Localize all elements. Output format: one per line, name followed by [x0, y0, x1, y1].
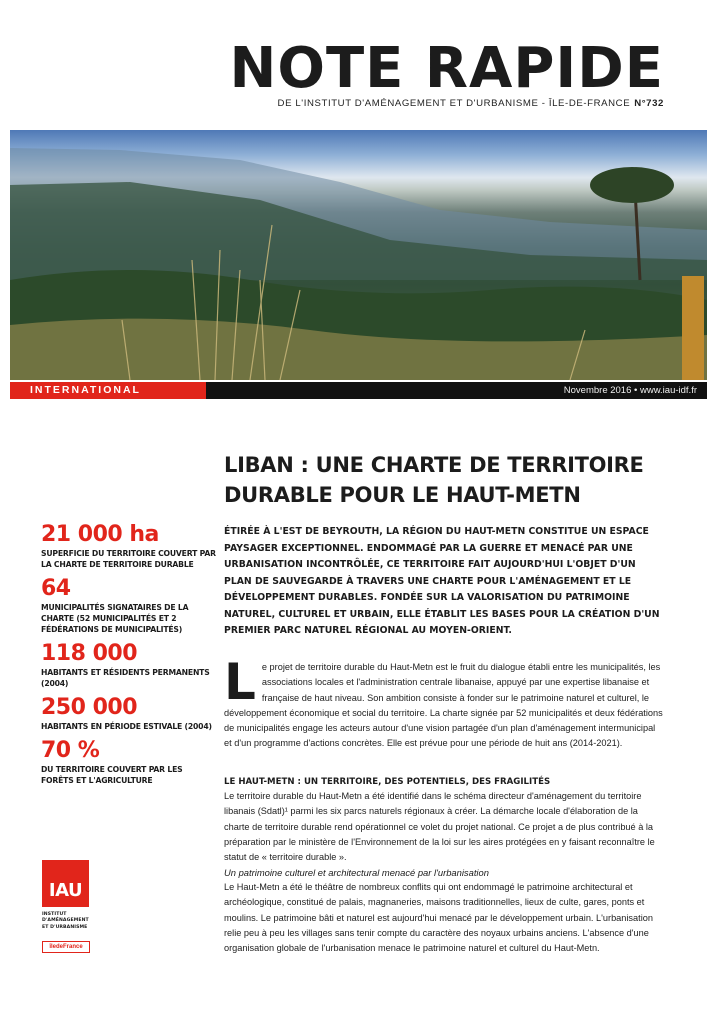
hero-photo — [10, 130, 707, 380]
section-label: INTERNATIONAL — [10, 382, 206, 399]
stat-caption: SUPERFICIE DU TERRITOIRE COUVERT PAR LA CHARTE DE TERRITOIRE DURABLE — [41, 549, 216, 569]
article-intro — [224, 653, 665, 752]
stat-surface — [41, 522, 216, 570]
stat-caption: DU TERRITOIRE COUVERT PAR LES FORÊTS ET L'AGRICULTURE — [41, 765, 183, 785]
stat-caption: HABITANTS ET RÉSIDENTS PERMANENTS (2004) — [41, 668, 210, 688]
date-and-site: Novembre 2016 • www.iau-idf.fr — [563, 385, 697, 396]
article-lead: ÉTIRÉE À L'EST DE BEYROUTH, LA RÉGION DU HAUT-METN CONSTITUE UN ESPACE PAYSAGER EXCEPTIONNEL. ENDOMMAGÉ PAR LA GUERRE ET MENACÉ PAR UNE URBANISATION INCONTRÔLÉE, CE TERRITOIRE FAIT AUJOURD'HUI L'OBJET D'UN PLAN DE SAUVEGARDE À TRAVERS UNE CHARTE POUR L'AMÉNAGEMENT ET LE DÉVELOPPEMENT DURABLES. FONDÉE SUR LA VALORISATION DU PATRIMOINE NATUREL, CULTUREL ET URBAIN, ELLE ÉTABLIT LES BASES POUR LA CRÉATION D'UN PREMIER PARC NATUREL RÉGIONAL AU MOYEN-ORIENT. — [224, 526, 660, 636]
key-figures — [41, 522, 216, 792]
stat-forest-coverage — [41, 738, 216, 786]
stat-caption: HABITANTS EN PÉRIODE ESTIVALE (2004) — [41, 722, 212, 731]
logo-line: ET D'URBANISME — [42, 924, 88, 930]
section-band — [10, 382, 707, 399]
article-headline: LIBAN : UNE CHARTE DE TERRITOIRE DURABLE POUR LE HAUT-METN — [224, 453, 644, 507]
stat-value: 250 000 — [41, 695, 138, 720]
issue-number: N°732 — [634, 98, 664, 109]
landscape-illustration — [10, 130, 707, 380]
stat-summer-residents — [41, 695, 216, 732]
stat-value: 70 % — [41, 738, 100, 763]
section-paragraph: Le territoire durable du Haut-Metn a été identifié dans le schéma directeur d'aménagement du territoire libanais (Sdatl)¹ parmi les six parcs naturels régionaux à créer. La démarche locale d'élaboration de la charte de territoire durable rend opérationnel ce volet du projet national. Ce projet a de plus contribué à la préparation par le ministère de l'Environnement de la loi sur les aires protégées en y faisant reconnaître le statut de « territoire durable ». — [224, 791, 655, 863]
subsection-heading: Un patrimoine culturel et architectural menacé par l'urbanisation — [224, 867, 489, 878]
region-logo: îledeFrance — [42, 941, 90, 953]
subsection-paragraph: Le Haut-Metn a été le théâtre de nombreux conflits qui ont endommagé le patrimoine architectural et archéologique, constitué de palais, magnaneries, maisons traditionnelles, lieux de culte, gares, ponts et moulins. Le patrimoine bâti et naturel est aujourd'hui menacé par le développement urbain. L'urbanisation relie peu à peu les villages sans tenir compte du caractère des noyaux urbains anciens. L'absence d'une organisation globale de l'urbanisation menace le patrimoine naturel et culturel du Haut-Metn. — [224, 882, 653, 954]
masthead-subtitle — [200, 98, 664, 109]
stat-permanent-residents — [41, 641, 216, 689]
logo-institution-name — [42, 912, 102, 931]
logo-line: INSTITUT — [42, 912, 67, 917]
masthead-title: NOTE RAPIDE — [229, 36, 664, 101]
section-heading: LE HAUT-METN : UN TERRITOIRE, DES POTENTIELS, DES FRAGILITÉS — [224, 777, 551, 787]
drop-cap: L — [224, 653, 256, 711]
stat-caption: MUNICIPALITÉS SIGNATAIRES DE LA CHARTE (52 MUNICIPALITÉS ET 2 FÉDÉRATIONS DE MUNICIPALITÉS) — [41, 603, 189, 634]
masthead-subtitle-text: DE L'INSTITUT D'AMÉNAGEMENT ET D'URBANISME - ÎLE-DE-FRANCE — [277, 98, 631, 109]
stat-value: 21 000 ha — [41, 522, 159, 547]
stat-value: 118 000 — [41, 641, 138, 666]
logo-line: D'AMÉNAGEMENT — [42, 918, 89, 924]
logo-mark: IAU — [48, 880, 83, 901]
stat-value: 64 — [41, 576, 71, 601]
intro-text: e projet de territoire durable du Haut-Metn est le fruit du dialogue établi entre les municipalités, les associations locales et l'administration centrale libanaise, appuyé par une expertise libanaise et française de haut niveau. Son ambition consiste à fonder sur le patrimoine naturel et culturel, le développement économique et social du territoire. La charte signée par 52 municipalités et deux fédérations de municipalités engage les acteurs autour d'une vision partagée d'un plan d'aménagement intermunicipal et d'un programme d'actions concrètes. Elle est prévue pour une période de huit ans (2014-2021). — [224, 662, 663, 749]
stat-municipalities — [41, 576, 216, 635]
iau-logo — [42, 860, 89, 907]
